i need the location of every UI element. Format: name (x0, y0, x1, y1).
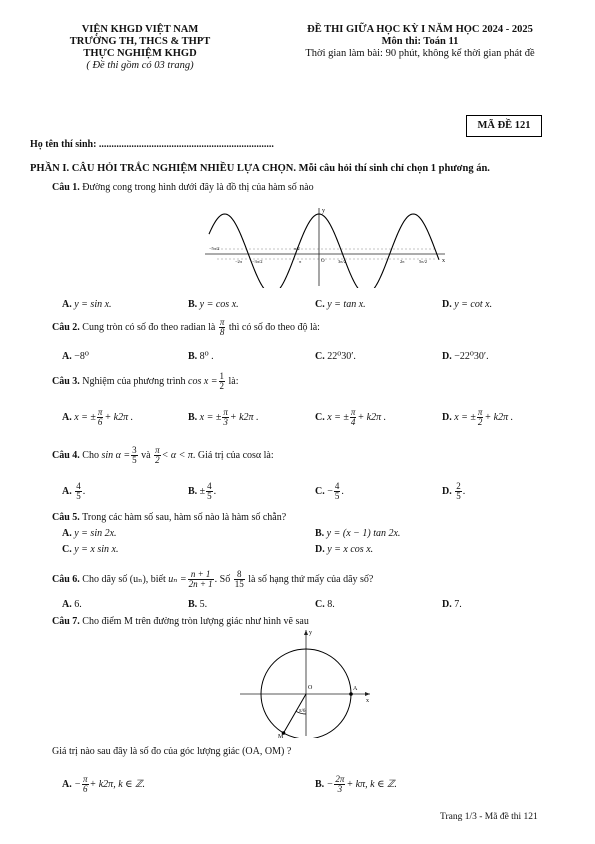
q3-text-before: Nghiệm của phương trình (79, 375, 188, 387)
page-footer: Trang 1/3 - Mã đề thi 121 (440, 812, 538, 822)
q6-option-b[interactable]: B. 5. (188, 599, 208, 610)
q4-option-b[interactable]: B. ± $\frac{4}{5}$ . (188, 481, 217, 501)
q1-tick-3pi2: 3π/2 (338, 259, 347, 264)
question-6 (52, 570, 373, 589)
institute-name: VIỆN KHGD VIỆT NAM (81, 24, 199, 35)
q3-equation: cos x = (188, 375, 218, 387)
q2-option-d[interactable]: D. −22⁰30′. (442, 351, 489, 362)
q4-text-after: . Giá trị của cosα là: (192, 449, 274, 461)
q7-origin: O (308, 685, 313, 691)
q6-text-before: Cho dãy số (uₙ), biết (79, 573, 169, 585)
question-3 (52, 372, 239, 391)
q2-option-b[interactable]: B. 8⁰ . (188, 351, 214, 362)
q7-label: Câu 7. (52, 616, 80, 627)
q7-question: Giá trị nào sau đây là số đo của góc lượng giác (OA, OM) ? (52, 746, 292, 757)
q1-text: Đường cong trong hình dưới đây là đồ thị của hàm số nào (79, 182, 314, 193)
question-2 (52, 318, 320, 337)
q4-and: và (138, 449, 154, 461)
q6-label: Câu 6. (52, 573, 80, 585)
q6-un-fraction: $\frac{n + 1}{2n + 1}$ (188, 569, 213, 589)
q1-axis-x: x (442, 258, 445, 264)
section-title-rest: Mỗi câu hỏi thí sinh chỉ chọn 1 phương án. (296, 163, 490, 174)
q2-option-a[interactable]: A. −8⁰ (62, 351, 89, 362)
school-header (40, 24, 240, 72)
question-1 (52, 182, 314, 193)
q7-point-m: M (278, 734, 284, 738)
q3-text-after: là: (226, 375, 239, 387)
q7-point-a: A (353, 686, 358, 692)
q5-option-a[interactable]: A. y = sin 2x. (62, 528, 117, 539)
q4-option-d[interactable]: D. $\frac{2}{5}$ . (442, 481, 466, 501)
q5-option-c[interactable]: C. y = x sin x. (62, 544, 119, 555)
q2-text-after: thì có số đo theo độ là: (226, 321, 320, 333)
q3-option-a[interactable]: A. x = ± $\frac{\pi}{6}$ + k2π . (62, 407, 134, 427)
q1-option-b[interactable]: B. y = cos x. (188, 299, 239, 310)
q1-tick-2pi: 2π (400, 259, 405, 264)
q1-label: Câu 1. (52, 182, 80, 193)
q3-option-b[interactable]: B. x = ± $\frac{\pi}{3}$ + k2π . (188, 407, 259, 427)
q4-option-a[interactable]: A. $\frac{4}{5}$ . (62, 481, 86, 501)
q6-text-after: là số hạng thứ mấy của dãy số? (245, 573, 374, 585)
q1-option-a[interactable]: A. y = sin x. (62, 299, 112, 310)
q7-angle: π/6 (299, 709, 306, 714)
q7-unit-circle (236, 626, 376, 738)
exam-duration: Thời gian làm bài: 90 phút, không kể thời gian phát đề (305, 48, 535, 59)
q3-option-d[interactable]: D. x = ± $\frac{\pi}{2}$ + k2π . (442, 407, 514, 427)
q7-option-b[interactable]: B. − $\frac{2\pi}{3}$ + kπ, k ∈ ℤ. (315, 774, 397, 794)
exam-title: ĐỀ THI GIỮA HỌC KỲ I NĂM HỌC 2024 - 2025 (307, 24, 533, 35)
section-title-bold: PHẦN I. CÂU HỎI TRẮC NGHIỆM NHIỀU LỰA CHỌN. (30, 163, 297, 174)
q1-origin: O (321, 259, 325, 264)
q7-text: Cho điểm M trên đường tròn lượng giác như hình vẽ sau (79, 616, 309, 627)
q1-option-c[interactable]: C. y = tan x. (315, 299, 366, 310)
q4-label: Câu 4. (52, 449, 80, 461)
q1-tick-pi: π (299, 259, 302, 264)
q3-label: Câu 3. (52, 375, 80, 387)
school-name-2: THỰC NGHIỆM KHGD (83, 48, 197, 59)
q1-option-d[interactable]: D. y = cot x. (442, 299, 493, 310)
exam-code-box: MÃ ĐỀ 121 (466, 115, 542, 137)
q6-number-fraction: $\frac{8}{15}$ (234, 569, 244, 589)
question-4 (52, 446, 274, 465)
q1-tick-pi2: π/2 (294, 246, 300, 251)
q6-mid: . Số (214, 573, 233, 585)
q5-option-b[interactable]: B. y = (x − 1) tan 2x. (315, 528, 401, 539)
q2-option-c[interactable]: C. 22⁰30′. (315, 351, 356, 362)
student-name-line: Họ tên thí sinh: ...................................................................... (30, 139, 274, 150)
q6-option-a[interactable]: A. 6. (62, 599, 82, 610)
q4-condition: < α < π (161, 449, 193, 461)
q5-text: Trong các hàm số sau, hàm số nào là hàm số chẵn? (79, 512, 287, 523)
q1-tick-neg3pi2: −3π/2 (252, 259, 263, 264)
q4-sin: sin α = (101, 449, 131, 461)
q4-option-c[interactable]: C. − $\frac{4}{5}$ . (315, 481, 344, 501)
q7-option-a[interactable]: A. − $\frac{\pi}{6}$ + k2π, k ∈ ℤ. (62, 774, 145, 794)
q2-fraction: $\frac{\pi}{8}$ (219, 317, 225, 337)
exam-subject: Môn thi: Toán 11 (381, 36, 459, 47)
q3-option-c[interactable]: C. x = ± $\frac{\pi}{4}$ + k2π . (315, 407, 387, 427)
q7-axis-x: x (366, 698, 369, 704)
exam-header (265, 24, 575, 60)
q4-cond-fraction: $\frac{\pi}{2}$ (155, 445, 160, 465)
q5-option-d[interactable]: D. y = x cos x. (315, 544, 374, 555)
q1-tick-5pi2: 5π/2 (419, 259, 428, 264)
q1-graph (195, 202, 455, 288)
q1-tick-neg2pi: −2π (235, 259, 243, 264)
q6-option-d[interactable]: D. 7. (442, 599, 462, 610)
q1-axis-y: y (322, 208, 325, 214)
q1-tick-neg5pi2: −5π/2 (209, 246, 220, 251)
q6-option-c[interactable]: C. 8. (315, 599, 335, 610)
question-5 (52, 512, 286, 523)
q3-fraction: $\frac{1}{2}$ (219, 371, 225, 391)
q4-sin-fraction: $\frac{3}{5}$ (132, 445, 137, 465)
page-count-note: ( Đề thi gồm có 03 trang) (86, 60, 194, 71)
section-title (30, 163, 490, 174)
q2-text-before: Cung tròn có số đo theo radian là (79, 321, 218, 333)
q4-text-before: Cho (79, 449, 102, 461)
q5-label: Câu 5. (52, 512, 80, 523)
school-name: TRƯỜNG TH, THCS & THPT (69, 36, 211, 47)
q7-axis-y: y (309, 630, 312, 636)
q6-un: uₙ = (168, 573, 187, 585)
q2-label: Câu 2. (52, 321, 80, 333)
